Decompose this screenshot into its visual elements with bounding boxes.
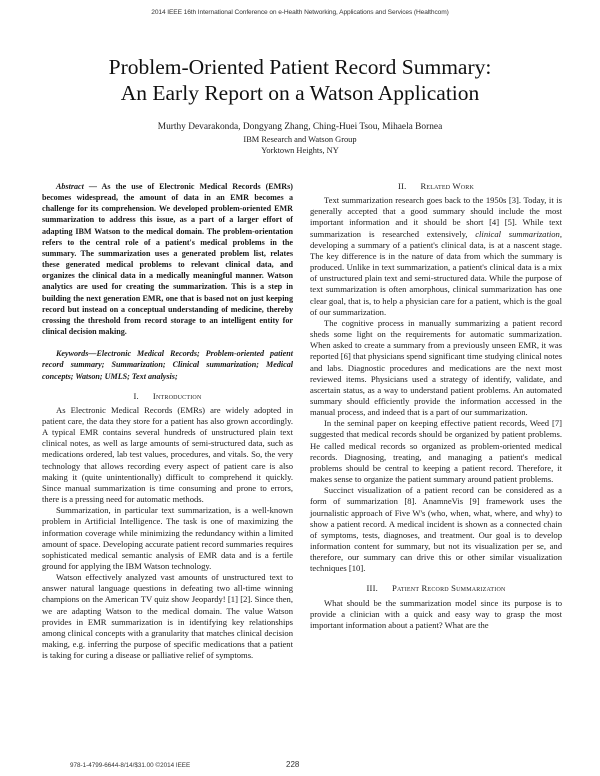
title-line-2: An Early Report on a Watson Application [120, 81, 480, 105]
abstract-label: Abstract [56, 182, 84, 191]
section-heading-introduction: I. Introduction [133, 390, 202, 401]
paragraph: Summarization, in particular text summarization, is a well-known problem in Artificial Intelligence. The task is one of maximizing the information coverage while minimizing the redundancy within a limited amount of space. Developing accurate patient record summaries requires sophisticated medical semantic analysis of EMR data and is a fertile ground for applying the IBM Watson technology. [42, 505, 293, 571]
paragraph: Succinct visualization of a patient record can be considered as a form of summarization [8]. AnamneVis [9] framework uses the journalistic approach of Five W's (who, when, what, where, and why) to show a patient record. A medical incident is shown as a connected chain of symptoms, tests, diagnoses, and treatment. Our goal is to develop information content for summary, but not its visualization per se, and therefore, our summary can drive this or other similar visualization techniques [10]. [310, 485, 562, 574]
author-location: Yorktown Heights, NY [261, 145, 339, 155]
paper-title [0, 54, 600, 106]
abstract-dash: — [83, 182, 102, 191]
paragraph: In the seminal paper on keeping effective patient records, Weed [7] suggested that medical records should be organized by patient problems. He called medical records so organized as problem-oriented medical records. Diagnosing, treating, and managing a patient's medical problems should be central to keeping a patient record. Therefore, it makes sense to organize the patient summary around patient problems. [310, 418, 562, 485]
paragraph: What should be the summarization model since its purpose is to provide a clinician with a quick and easy way to grasp the most important information about a patient? What are the [310, 597, 562, 630]
paragraph: Watson effectively analyzed vast amounts of unstructured text to answer natural language questions in defeating two all-time winning champions on the American TV quiz show Jeopardy! [1] [2]. Since then, we are adapting Watson to the medical domain. The value Watson provides in EMR summarization is in identifying key relationships among clinical concepts with a granularity that matches clinical decision making, e.g. inferring the purpose of specific medications that a patient is taking for curing a disease or palliative relief of symptoms. [42, 572, 293, 661]
left-column [42, 181, 293, 661]
author-block [0, 122, 600, 156]
page-number: 228 [286, 760, 300, 769]
right-column [310, 181, 562, 631]
conference-header: 2014 IEEE 16th International Conference on e-Health Networking, Applications and Services (Healthcom) [151, 9, 449, 16]
abstract [42, 181, 293, 337]
paragraph: The cognitive process in manually summarizing a patient record sheds some light on the requirements for automatic summarization. When asked to create a summary from a previously unseen EMR, it was reported [6] that physicians spend significant time studying clinical notes and labs. Diagnostic procedures and medications are the next most reviewed items. Physicians used a strategy of identify, validate, and ascertain status, as a way to understand patient problems. An automated summary should efficiently provide the information accessed in the manual process, and indeed that is a part of our summarization. [310, 317, 562, 418]
copyright-notice: 978-1-4799-6644-8/14/$31.00 ©2014 IEEE [70, 762, 191, 769]
keywords: Keywords—Electronic Medical Records; Problem-oriented patient record summary; Summarization; Clinical summarization; Medical concepts; Watson; UMLS; Text analysis; [42, 349, 293, 381]
paragraph: Text summarization research goes back to the 1950s [3]. Today, it is generally accepted that a good summary should include the most important information and it should be short [4] [5]. While text summarization is researched extensively, clinical summarization, developing a summary of a patient's clinical data, is at a nascent stage. The key difference is in the nature of data from which the summary is produced. Unlike in text summarization, a patient's clinical data is a mix of unstructured plain text and semi-structured data. While the purpose of text summarization is often amorphous, clinical summarization has one clear goal, that is, to help a physician care for a patient, which is the goal of our summarization. [310, 195, 562, 317]
italic-term: clinical summarization [475, 228, 560, 239]
section-heading-patient-record-summarization: III. Patient Record Summarization [366, 583, 506, 594]
abstract-text: As the use of Electronic Medical Records (EMRs) becomes widespread, the amount of data in an EMR becomes a challenge for its comprehension. We developed problem-oriented EMR summarization to address this issue, as a part of a larger effort of adapting IBM Watson to the medical domain. The problem-orientation refers to the central role of a patient's medical problems in the summary. The summarization uses a generated problem list, relates these generated medical problems to relevant clinical data, and organizes the clinical data in a medically meaningful manner. Watson analytics are used for creating the summarization. This is a step in building the next generation EMR, one that is based not on just keeping record but instead on a conceptual understanding of medicine, thereby crossing the threshold from record storage to an intelligent entity for clinical decision making. [42, 182, 293, 337]
section-heading-related-work: II. Related Work [397, 181, 475, 191]
author-names: Murthy Devarakonda, Dongyang Zhang, Ching-Huei Tsou, Mihaela Bornea [157, 122, 443, 132]
paragraph: As Electronic Medical Records (EMRs) are widely adopted in patient care, the data they store for a patient has also grown accordingly. A typical EMR contains several hundreds of unstructured plain text clinical notes, as well as large amounts of semi-structured data, such as medications ordered, lab test values, procedures, and vitals. So, the very technology that allows recording every aspect of patient care is also making it (quite unintentionally) difficult to comprehend it quickly. Since manual summarization is time consuming and prone to errors, there is a pressing need for automatic methods. [42, 404, 293, 505]
title-line-1: Problem-Oriented Patient Record Summary: [108, 55, 492, 79]
author-affiliation: IBM Research and Watson Group [243, 134, 357, 144]
